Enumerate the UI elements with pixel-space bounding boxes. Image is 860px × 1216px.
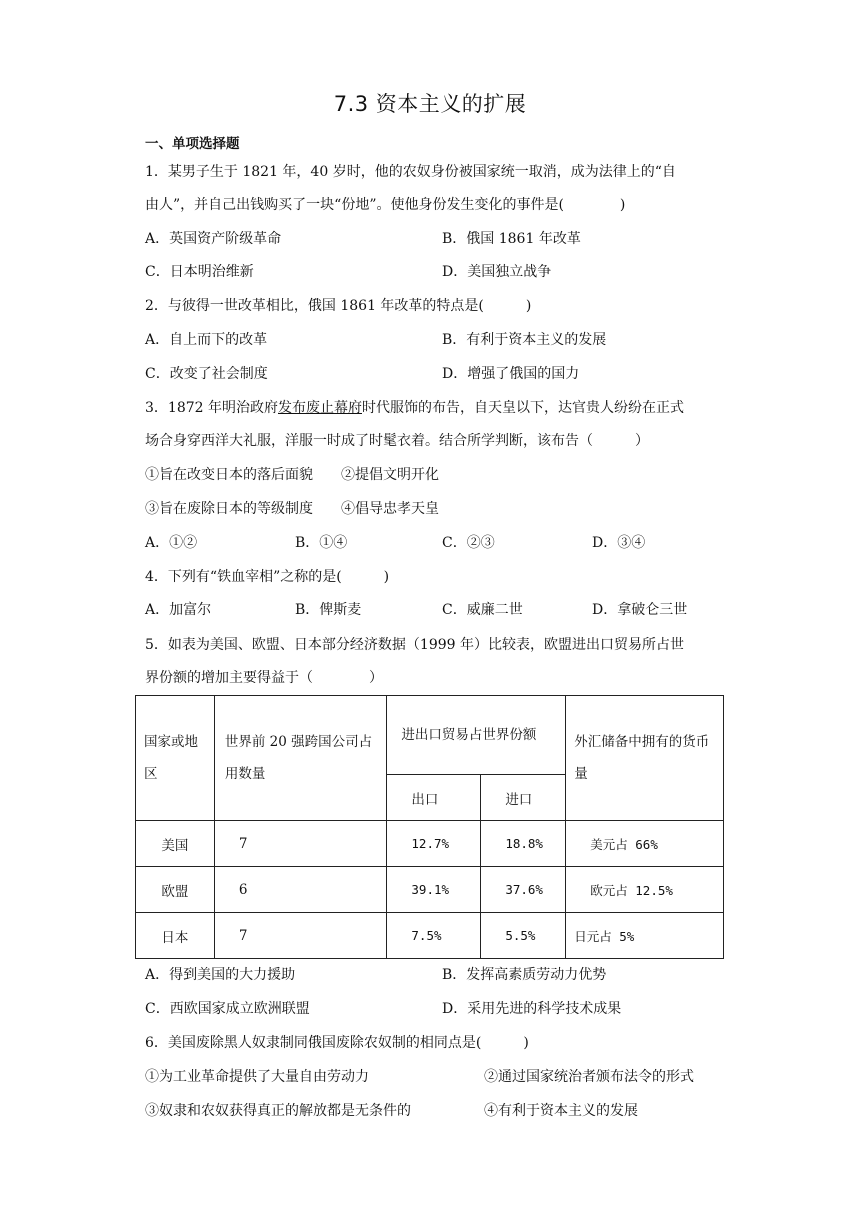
cell-reserve: 美元占 66% bbox=[566, 821, 724, 867]
q1-stem-line2: 由人”，并自己出钱购买了一块“份地”。使他身份发生变化的事件是( ) bbox=[145, 197, 626, 213]
header-reserve: 外汇储备中拥有的货币量 bbox=[566, 696, 724, 821]
cell-region: 日本 bbox=[136, 913, 215, 959]
q2-option-c: C．改变了社会制度 bbox=[145, 366, 268, 382]
cell-export: 39.1% bbox=[387, 867, 481, 913]
cell-import: 37.6% bbox=[481, 867, 566, 913]
q3-option-d: D．③④ bbox=[592, 535, 646, 551]
cell-region: 美国 bbox=[136, 821, 215, 867]
cell-region: 欧盟 bbox=[136, 867, 215, 913]
table-row bbox=[136, 821, 724, 867]
q6-item-1: ①为工业革命提供了大量自由劳动力 bbox=[145, 1069, 369, 1085]
cell-export: 12.7% bbox=[387, 821, 481, 867]
cell-export: 7.5% bbox=[387, 913, 481, 959]
q1-stem-line1: 1．某男子生于 1821 年，40 岁时，他的农奴身份被国家统一取消，成为法律上的“自 bbox=[145, 164, 676, 180]
cell-import: 5.5% bbox=[481, 913, 566, 959]
q3-stem-line2: 场合身穿西洋大礼服，洋服一时成了时髦衣着。结合所学判断，该布告（ ） bbox=[145, 433, 649, 449]
q4-option-b: B．俾斯麦 bbox=[295, 602, 362, 618]
q3-option-b: B．①④ bbox=[295, 535, 348, 551]
cell-import: 18.8% bbox=[481, 821, 566, 867]
header-trade-share: 进出口贸易占世界份额 bbox=[387, 696, 566, 775]
q3-stem-underlined: 发布废止幕府 bbox=[278, 400, 362, 416]
q3-option-c: C．②③ bbox=[442, 535, 495, 551]
q2-stem: 2．与彼得一世改革相比，俄国 1861 年改革的特点是( ) bbox=[145, 298, 532, 314]
q6-item-3: ③奴隶和农奴获得真正的解放都是无条件的 bbox=[145, 1103, 411, 1119]
q2-option-b: B．有利于资本主义的发展 bbox=[442, 332, 607, 348]
q4-stem: 4．下列有“铁血宰相”之称的是( ) bbox=[145, 569, 390, 585]
q1-option-c: C．日本明治维新 bbox=[145, 264, 254, 280]
q3-stem-line1 bbox=[145, 398, 684, 418]
cell-top20: 7 bbox=[214, 913, 387, 959]
header-top20: 世界前 20 强跨国公司占用数量 bbox=[214, 696, 387, 821]
q4-option-a: A．加富尔 bbox=[145, 602, 212, 618]
q2-option-a: A．自上而下的改革 bbox=[145, 332, 268, 348]
header-region: 国家或地区 bbox=[136, 696, 215, 821]
table-row bbox=[136, 913, 724, 959]
q3-items-1: ①旨在改变日本的落后面貌 ②提倡文明开化 bbox=[145, 467, 439, 483]
cell-top20: 7 bbox=[214, 821, 387, 867]
q5-stem-line1: 5．如表为美国、欧盟、日本部分经济数据（1999 年）比较表，欧盟进出口贸易所占世 bbox=[145, 637, 684, 653]
q1-option-a: A．英国资产阶级革命 bbox=[145, 231, 282, 247]
q5-option-b: B．发挥高素质劳动力优势 bbox=[442, 967, 607, 983]
header-import: 进口 bbox=[481, 775, 566, 821]
q3-items-2: ③旨在废除日本的等级制度 ④倡导忠孝天皇 bbox=[145, 501, 439, 517]
economic-data-table bbox=[135, 695, 724, 959]
cell-top20: 6 bbox=[214, 867, 387, 913]
q1-option-d: D．美国独立战争 bbox=[442, 264, 552, 280]
q5-stem-line2: 界份额的增加主要得益于（ ） bbox=[145, 670, 383, 686]
section-heading: 一、单项选择题 bbox=[145, 136, 240, 152]
page-title: 7.3 资本主义的扩展 bbox=[333, 92, 527, 116]
cell-reserve: 欧元占 12.5% bbox=[566, 867, 724, 913]
q3-stem-pre: 3．1872 年明治政府 bbox=[145, 400, 278, 416]
table-row bbox=[136, 867, 724, 913]
q3-option-a: A．①② bbox=[145, 535, 198, 551]
q2-option-d: D．增强了俄国的国力 bbox=[442, 366, 580, 382]
q6-item-2: ②通过国家统治者颁布法令的形式 bbox=[484, 1069, 694, 1085]
q1-option-b: B．俄国 1861 年改革 bbox=[442, 231, 581, 247]
q6-stem: 6．美国废除黑人奴隶制同俄国废除农奴制的相同点是( ) bbox=[145, 1035, 529, 1051]
q5-option-c: C．西欧国家成立欧洲联盟 bbox=[145, 1001, 310, 1017]
q5-option-d: D．采用先进的科学技术成果 bbox=[442, 1001, 622, 1017]
q5-option-a: A．得到美国的大力援助 bbox=[145, 967, 296, 983]
q4-option-d: D．拿破仑三世 bbox=[592, 602, 688, 618]
q6-item-4: ④有利于资本主义的发展 bbox=[484, 1103, 638, 1119]
cell-reserve: 日元占 5% bbox=[566, 913, 724, 959]
header-export: 出口 bbox=[387, 775, 481, 821]
q3-stem-post: 时代服饰的布告，自天皇以下，达官贵人纷纷在正式 bbox=[362, 400, 684, 416]
q4-option-c: C．威廉二世 bbox=[442, 602, 523, 618]
